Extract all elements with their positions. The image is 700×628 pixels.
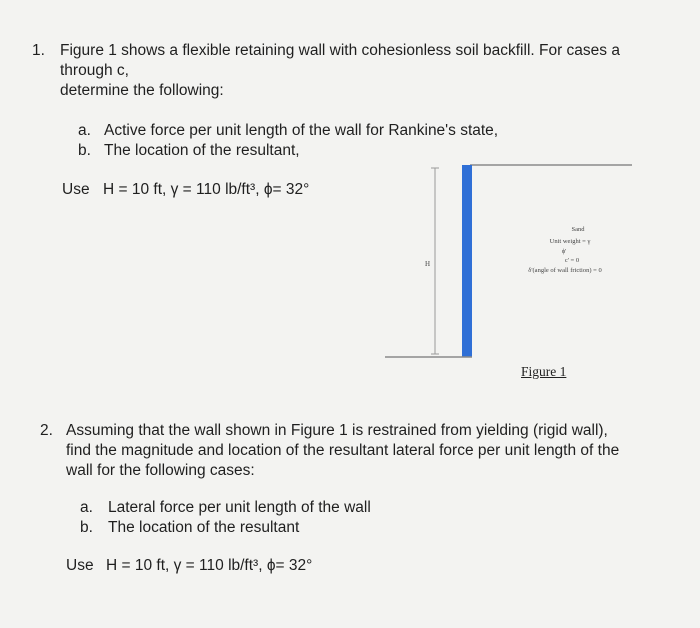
figure-1 <box>380 160 640 390</box>
q1-item-b-letter: b. <box>78 142 91 159</box>
height-label: H <box>424 260 430 268</box>
q2-item-a-letter: a. <box>80 499 93 516</box>
q2-number: 2. <box>40 422 53 439</box>
sand-label: Sand <box>571 226 585 233</box>
figure-caption: Figure 1 <box>521 364 567 379</box>
q1-text-line-1: Figure 1 shows a flexible retaining wall with cohesionless soil backfill. For cases a <box>60 42 620 59</box>
q1-item-a-text: Active force per unit length of the wall for Rankine's state, <box>104 122 499 139</box>
q2-use-label: Use <box>66 557 94 574</box>
q1-item-b-text: The location of the resultant, <box>104 142 300 159</box>
q1-item-a-letter: a. <box>78 122 91 139</box>
wall-friction-label: δ'(angle of wall friction) = 0 <box>528 267 602 274</box>
q2-text-line-2: find the magnitude and location of the resultant lateral force per unit length of the <box>66 442 620 459</box>
q1-use-values: H = 10 ft, γ = 110 lb/ft³, ϕ= 32° <box>103 181 310 198</box>
retaining-wall <box>462 165 472 357</box>
q1-text-line-2: through c, <box>60 62 129 79</box>
q2-item-b-letter: b. <box>80 519 93 536</box>
q1-number: 1. <box>32 42 45 59</box>
q2-text-line-3: wall for the following cases: <box>66 462 255 479</box>
q1-use-label: Use <box>62 181 90 198</box>
q2-item-a-text: Lateral force per unit length of the wall <box>108 499 371 516</box>
q1-text-line-3: determine the following: <box>60 82 224 99</box>
friction-angle-label: ϕ' <box>561 248 567 255</box>
unit-weight-label: Unit weight = γ <box>549 238 591 245</box>
q2-item-b-text: The location of the resultant <box>108 519 300 536</box>
q2-text-line-1: Assuming that the wall shown in Figure 1 is restrained from yielding (rigid wall), <box>66 422 608 439</box>
q2-use-values: H = 10 ft, γ = 110 lb/ft³, ϕ= 32° <box>106 557 313 574</box>
cohesion-label: c' = 0 <box>564 257 580 264</box>
retaining-wall-diagram <box>380 160 640 390</box>
